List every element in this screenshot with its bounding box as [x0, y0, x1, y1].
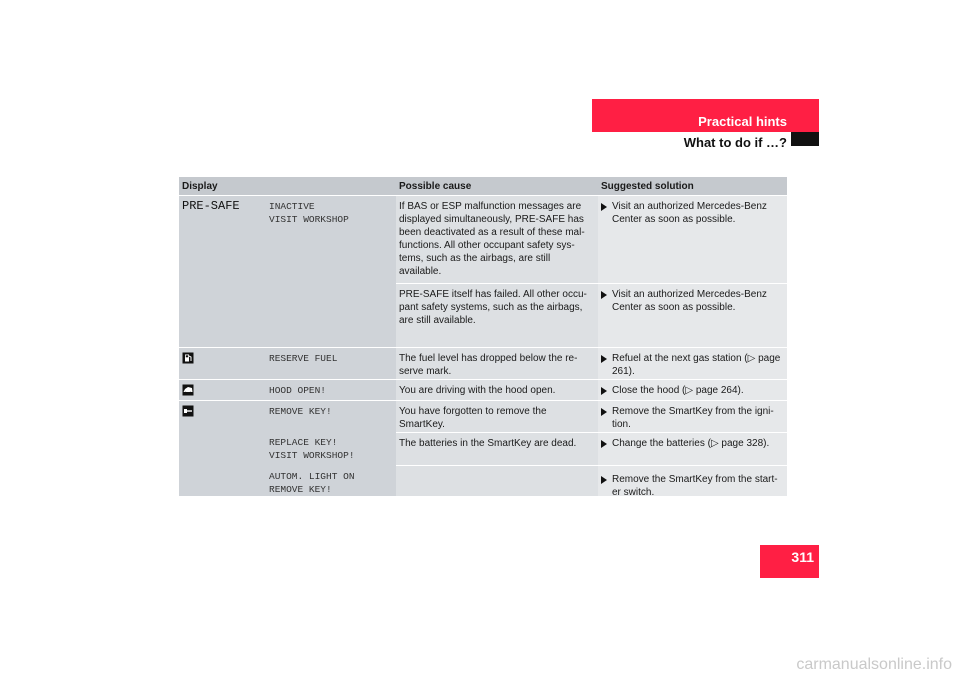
fuel-pump-icon [182, 352, 194, 364]
display-message: RESERVE FUEL [269, 353, 338, 364]
action-arrow-icon [601, 440, 607, 448]
action-arrow-icon [601, 387, 607, 395]
display-message: INACTIVE VISIT WORKSHOP [269, 201, 349, 225]
table-header-row [179, 177, 787, 195]
display-symbol-text: PRE-SAFE [182, 199, 240, 213]
solution-cell: Refuel at the next gas station (▷ page 261). [598, 348, 787, 379]
display-cell [179, 348, 396, 379]
solution-cell: Remove the SmartKey from the start-er switch. [598, 466, 787, 496]
display-cell [179, 196, 396, 347]
table-row [179, 348, 787, 379]
section-header-band [592, 99, 819, 132]
display-message: HOOD OPEN! [269, 385, 327, 396]
solution-cell: Close the hood (▷ page 264). [598, 380, 787, 400]
section-title: Practical hints [698, 114, 787, 129]
page-number: 311 [791, 549, 814, 565]
action-arrow-icon [601, 203, 607, 211]
cause-cell: PRE-SAFE itself has failed. All other occu-pant safety systems, such as the airbags, are still available. [396, 284, 598, 347]
troubleshooting-table [179, 177, 787, 496]
header-black-tab [791, 132, 819, 146]
solution-cell: Remove the SmartKey from the igni-tion. [598, 401, 787, 432]
page-number-box [760, 545, 819, 578]
subsection-title: What to do if …? [683, 135, 787, 150]
display-cell [179, 401, 396, 496]
solution-cell: Change the batteries (▷ page 328). [598, 433, 787, 465]
hood-open-car-icon [182, 384, 194, 396]
column-header-solution: Suggested solution [598, 177, 787, 195]
display-cell [179, 380, 396, 400]
subsection-header [592, 132, 819, 148]
column-header-cause: Possible cause [396, 177, 598, 195]
display-message: REPLACE KEY! VISIT WORKSHOP! [269, 437, 355, 461]
cause-cell: The batteries in the SmartKey are dead. [396, 433, 598, 465]
action-arrow-icon [601, 355, 607, 363]
table-row [179, 196, 787, 347]
display-message: REMOVE KEY! [269, 406, 332, 417]
cause-cell [396, 466, 598, 496]
display-message: AUTOM. LIGHT ON REMOVE KEY! [269, 471, 355, 495]
solution-cell: Visit an authorized Mercedes-Benz Center as soon as possible. [598, 196, 787, 283]
action-arrow-icon [601, 408, 607, 416]
action-arrow-icon [601, 291, 607, 299]
action-arrow-icon [601, 476, 607, 484]
cause-cell: You are driving with the hood open. [396, 380, 598, 400]
cause-cell: The fuel level has dropped below the re-serve mark. [396, 348, 598, 379]
table-row [179, 380, 787, 400]
table-row-group [179, 401, 787, 496]
cause-cell: If BAS or ESP malfunction messages are displayed simultaneously, PRE-SAFE has been deactivated as a result of these mal-functions. All other occupant safety sys-tems, such as the airbags, are still available. [396, 196, 598, 283]
smartkey-icon [182, 405, 194, 417]
watermark-text: carmanualsonline.info [796, 656, 952, 673]
solution-cell: Visit an authorized Mercedes-Benz Center as soon as possible. [598, 284, 787, 347]
cause-cell: You have forgotten to remove the SmartKey. [396, 401, 598, 432]
column-header-display: Display [179, 177, 396, 195]
